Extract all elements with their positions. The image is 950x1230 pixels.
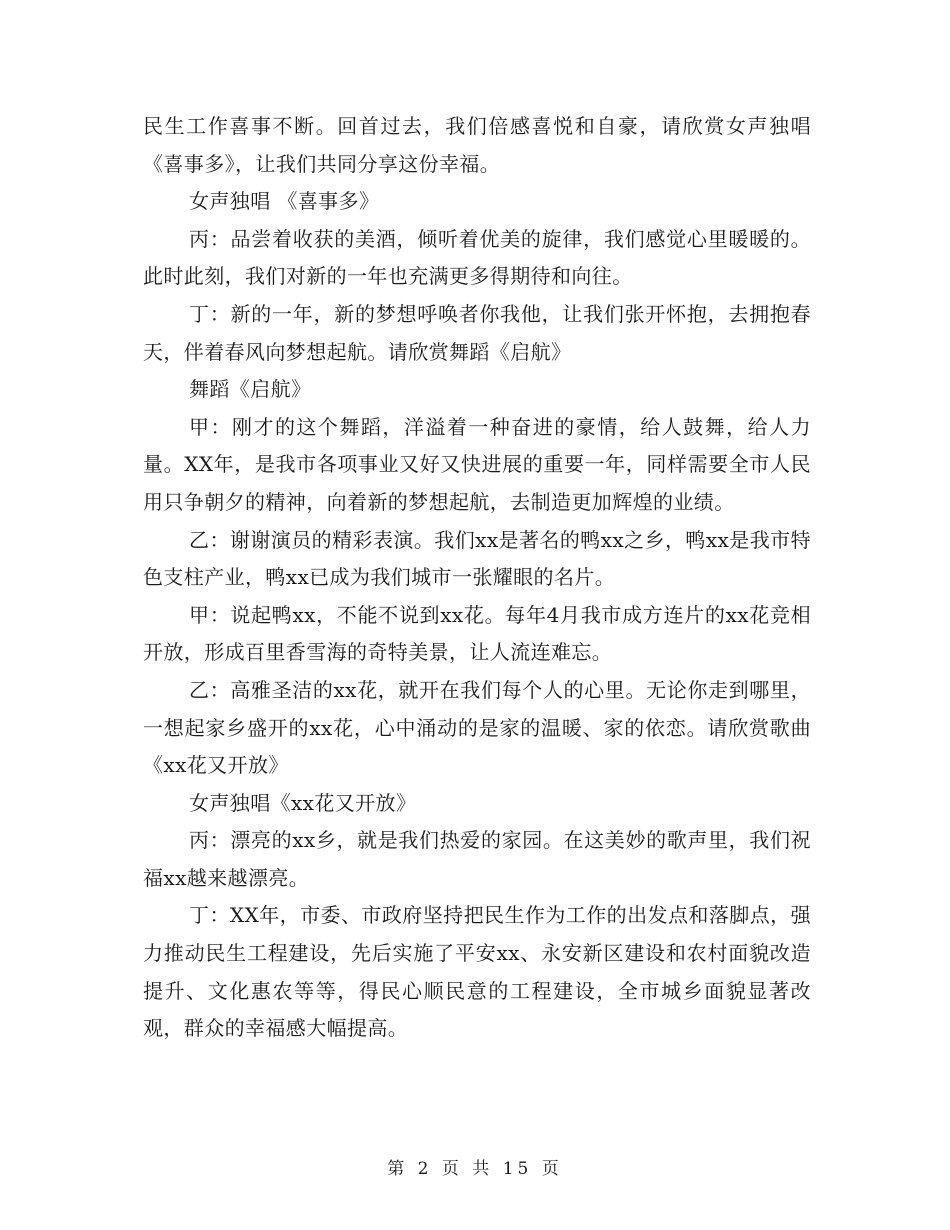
- paragraph-ding-2: 丁：XX年，市委、市政府坚持把民生作为工作的出发点和落脚点，强力推动民生工程建设，先后实施了平安xx、永安新区建设和农村面貌改造提升、文化惠农等等，得民心顺民意的工程建设，全市城乡面貌显著改观，群众的幸福感大幅提高。: [143, 903, 811, 1041]
- document-body: [143, 108, 811, 1048]
- paragraph-jia-2: 甲：说起鸭xx，不能不说到xx花。每年4月我市成方连片的xx花竞相开放，形成百里香雪海的奇特美景，让人流连难忘。: [143, 602, 811, 665]
- paragraph-bing-1: 丙：品尝着收获的美酒，倾听着优美的旋律，我们感觉心里暖暖的。此时此刻，我们对新的一年也充满更多得期待和向往。: [143, 226, 811, 289]
- program-item-dance-qihang: 舞蹈《启航》: [189, 377, 312, 402]
- paragraph-yi-2: 乙：高雅圣洁的xx花，就开在我们每个人的心里。无论你走到哪里，一想起家乡盛开的xx花，心中涌动的是家的温暖、家的依恋。请欣赏歌曲《xx花又开放》: [143, 677, 811, 778]
- program-item-solo-xishiduo: 女声独唱 《喜事多》: [189, 189, 380, 214]
- page-number-footer: 第 2 页 共 15 页: [387, 1159, 563, 1179]
- paragraph-continuation: 民生工作喜事不断。回首过去，我们倍感喜悦和自豪，请欣赏女声独唱《喜事多》，让我们共同分享这份幸福。: [143, 114, 811, 176]
- paragraph-jia-1: 甲：刚才的这个舞蹈，洋溢着一种奋进的豪情，给人鼓舞，给人力量。XX年，是我市各项事业又好又快进展的重要一年，同样需要全市人民用只争朝夕的精神，向着新的梦想起航，去制造更加辉煌的业绩。: [143, 414, 811, 514]
- paragraph-yi-1: 乙：谢谢演员的精彩表演。我们xx是著名的鸭xx之乡，鸭xx是我市特色支柱产业，鸭xx已成为我们城市一张耀眼的名片。: [143, 527, 811, 590]
- paragraph-ding-1: 丁：新的一年，新的梦想呼唤者你我他，让我们张开怀抱，去拥抱春天，伴着春风向梦想起航。请欣赏舞蹈《启航》: [143, 301, 811, 364]
- program-item-solo-xxhua: 女声独唱《xx花又开放》: [189, 790, 417, 815]
- paragraph-bing-2: 丙：漂亮的xx乡，就是我们热爱的家园。在这美妙的歌声里，我们祝福xx越来越漂亮。: [143, 828, 811, 890]
